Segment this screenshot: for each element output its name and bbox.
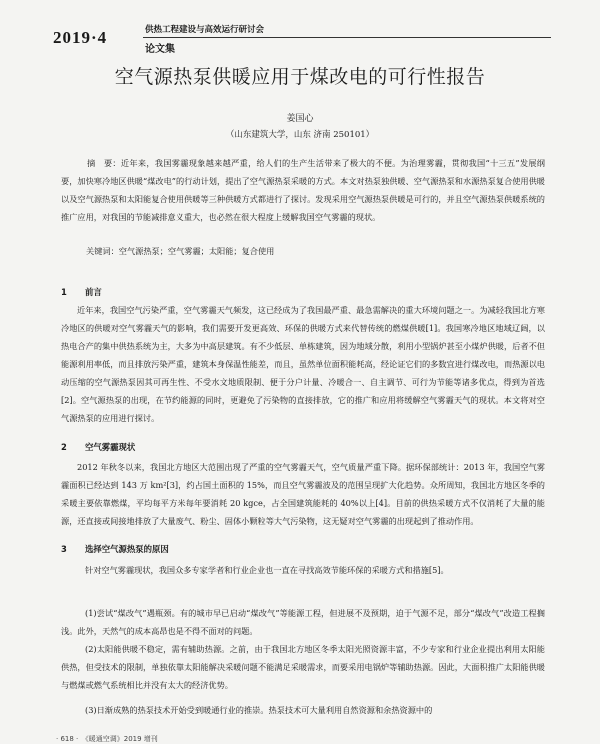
section-number: 3 <box>61 544 67 554</box>
section-title: 前言 <box>85 287 102 297</box>
section-heading <box>61 543 169 555</box>
header-rule <box>143 37 551 38</box>
paragraph: 针对空气雾霾现状，我国众多专家学者和行业企业也一直在寻找高效节能环保的采暖方式和措施[5]。 <box>85 565 449 575</box>
section-number: 2 <box>61 442 67 452</box>
section-title: 选择空气源热泵的原因 <box>85 544 169 554</box>
page-footer: · 618 · 《暖通空调》2019 增刊 <box>56 735 158 743</box>
section-label: 论文集 <box>145 44 175 55</box>
section-title: 空气雾霾现状 <box>85 442 136 452</box>
affiliation: （山东建筑大学，山东 济南 250101） <box>225 130 375 140</box>
paragraph: 2012 年秋冬以来，我国北方地区大范围出现了严重的空气雾霾天气，空气质量严重下降。据环保部统计：2013 年，我国空气雾霾面积已经达到 143 万 km²[3]，约占国土面积的 15%，而且空气雾霾波及的范围呈现扩大化趋势。众所周知，我国北方地区冬季的采暖主要依靠燃煤，平均每平方米每年要消耗 20 kgce，占全国建筑能耗的 40%以上[4]。目前的供热采暖方式不仅消耗了大量的能源，还直接或间接地排放了大量废气、粉尘、固体小颗粒等大气污染物，这无疑对空气雾霾的出现起到了推动作用。 <box>61 462 545 526</box>
section-heading <box>61 441 135 453</box>
issue-label: 2019·4 <box>53 28 108 47</box>
paragraph: 近年来，我国空气污染严重，空气雾霾天气频发，这已经成为了我国最严重、最急需解决的重大环境问题之一。为减轻我国北方寒冷地区的供暖对空气雾霾天气的影响，我们需要开发更高效、环保的供暖方式来代替传统的燃煤供暖[1]。我国寒冷地区地域辽阔，以热电合产的集中供热系统为主，大多为中高层建筑。有不少低层、单栋建筑，因为地域分散，利用小型锅炉甚至小煤炉供暖，后者不但能源利用率低，而且排放污染严重，建筑本身保温性能差，而且，虽然单位面积能耗高，经论证它们的多数宜进行煤改电，而热源以电动压缩的空气源热泵因其可再生性、不受水文地质限制、便于分户计量、冷暖合一、自主调节、可行为节能等诸多优点，得到为首选[2]。空气源热泵的出现，在节约能源的同时，更避免了污染物的直接排放，它的推广和应用将缓解空气雾霾天气的现状。本文将对空气源热泵的应用进行探讨。 <box>61 305 545 423</box>
keywords: 关键词：空气源热泵；空气雾霾；太阳能；复合使用 <box>86 246 275 256</box>
series-title: 供热工程建设与高效运行研讨会 <box>145 25 265 35</box>
paragraph: (2)太阳能供暖不稳定，需有辅助热源。之前，由于我国北方地区冬季太阳光照资源丰富，不少专家和行业企业提出利用太阳能供热，但受技术的限制，单独依靠太阳能解决采暖问题不能满足采暖需求，而要采用电锅炉等辅助热源。因此，大面积推广太阳能供暖与燃煤或燃气系统相比并没有太大的经济优势。 <box>61 644 545 690</box>
paper-title: 空气源热泵供暖应用于煤改电的可行性报告 <box>114 66 486 88</box>
paragraph: (1)尝试“煤改气”遇瓶颈。有的城市早已启动“煤改气”等能源工程，但进展不及预期，迫于气源不足，部分“煤改气”改造工程搁浅。此外，天然气的成本高昂也是不得不面对的问题。 <box>61 608 545 636</box>
author: 姜国心 <box>286 114 314 124</box>
abstract: 摘 要：近年来，我国雾霾现象越来越严重，给人们的生产生活带来了极大的不便。为治理雾霾，贯彻我国“十三五”发展纲要，加快寒冷地区供暖“煤改电”的行动计划，提出了空气源热泵采暖的方式。本文对热泵独供暖、空气源热泵和水源热泵复合使用供暖以及空气源热泵和太阳能复合使用供暖等三种供暖方式都进行了探讨。发现采用空气源热泵供暖是可行的，并且空气源热泵供暖系统的推广应用，对我国的节能减排意义重大，也必然在很大程度上缓解我国空气雾霾的现状。 <box>61 158 545 222</box>
section-heading <box>61 286 102 298</box>
section-number: 1 <box>61 287 67 297</box>
paragraph: (3)日渐成熟的热泵技术开始受到暖通行业的推崇。热泵技术可大量利用自然资源和余热资源中的 <box>85 705 433 715</box>
